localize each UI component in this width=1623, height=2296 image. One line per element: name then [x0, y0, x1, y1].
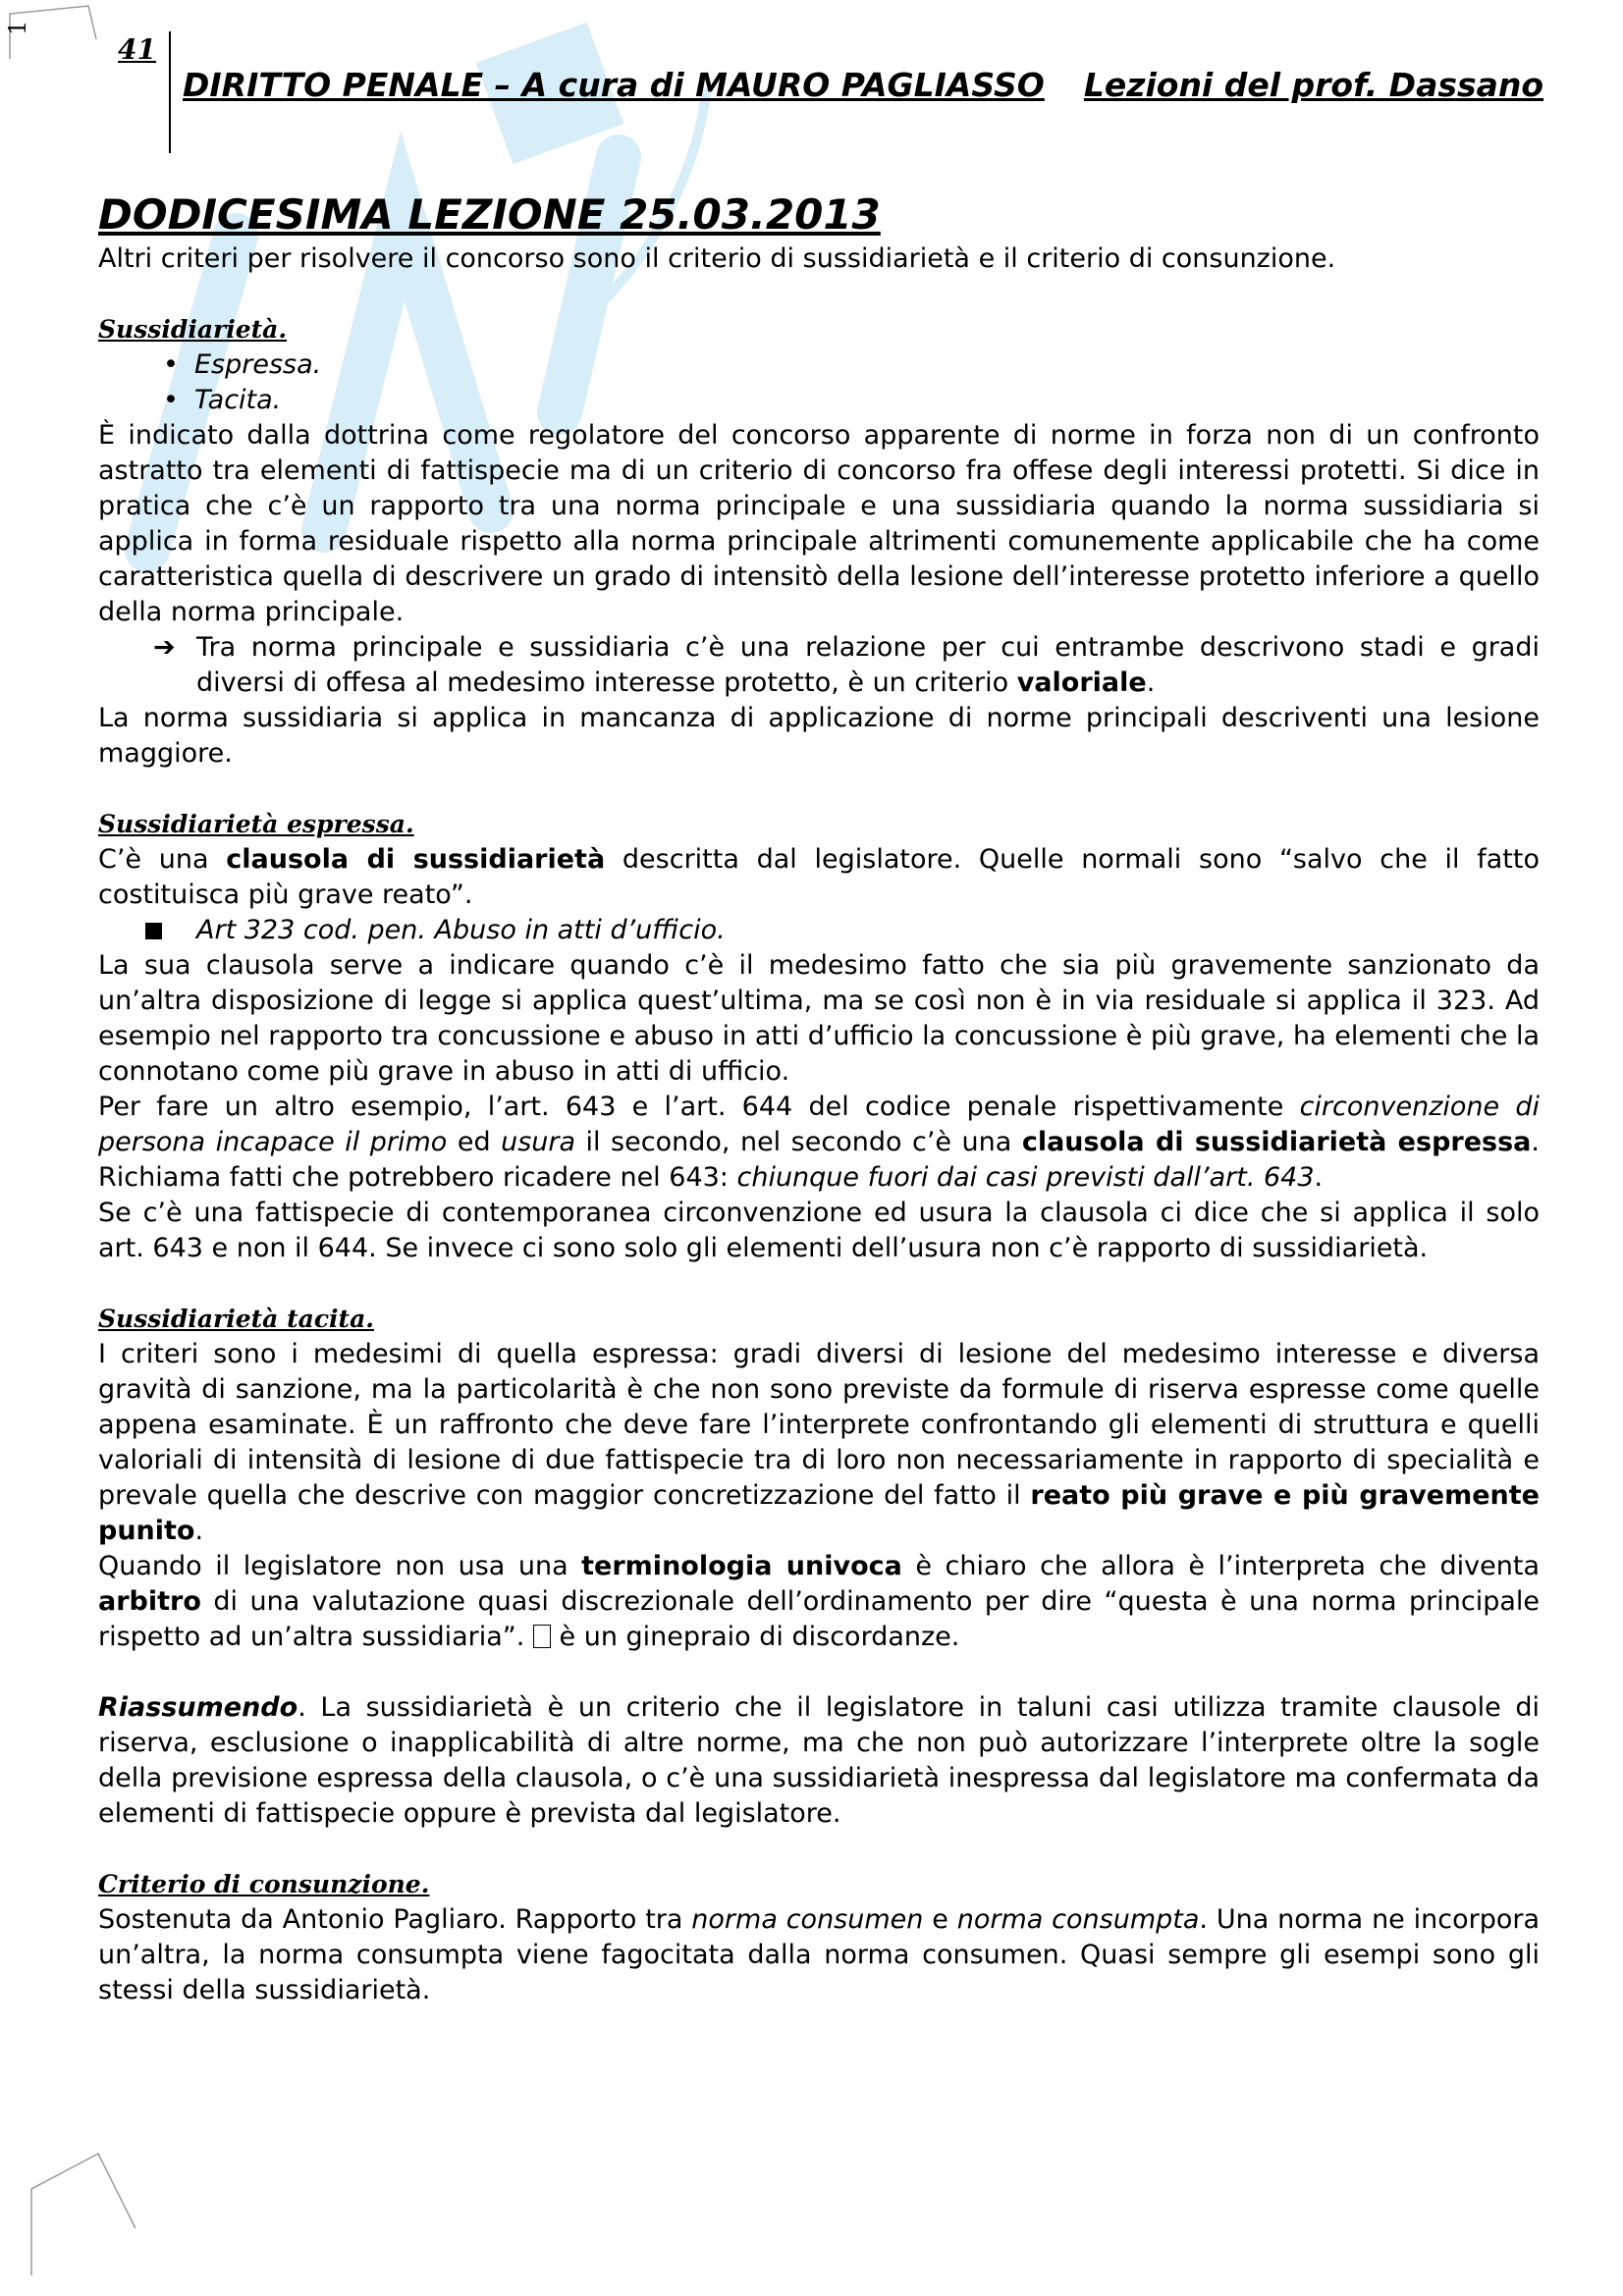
square-list-item: Art 323 cod. pen. Abuso in atti d’ufficio. [98, 913, 1540, 948]
header-title-professor: Lezioni del prof. Dassano [1083, 66, 1544, 104]
corner-frame-decoration-bottom [29, 2150, 137, 2277]
section-heading-tacita: Sussidiarietà tacita. [98, 1305, 374, 1333]
tacita-paragraph-1: I criteri sono i medesimi di quella espressa: gradi diversi di lesione del medesimo interesse e diversa gravità di sanzione, ma la particolarità è che non sono previste da formule di riserva espresse come quelle appena esaminate. È un raffronto che deve fare l’interprete confrontando gli elementi di struttura e quelli valoriali di intensità di lesione di due fattispecie tra di loro non necessariamente in rapporto di specialità e prevale quella che descrive con maggior concretizzazione del fatto il reato più grave e più gravemente punito. [98, 1339, 1540, 1546]
bullet-list [98, 347, 1540, 418]
arrow-list-item: ➔ Tra norma principale e sussidiaria c’è una relazione per cui entrambe descrivono stadi e gradi diversi di offesa al medesimo interesse protetto, è un criterio valoriale. [153, 632, 1540, 698]
sussidiarieta-closing: La norma sussidiaria si applica in mancanza di applicazione di norme principali descriventi una lesione maggiore. [98, 703, 1540, 769]
document-body [98, 188, 1540, 2008]
lesson-title: DODICESIMA LEZIONE 25.03.2013 [98, 190, 881, 239]
espressa-paragraph-4: Se c’è una fattispecie di contemporanea circonvenzione ed usura la clausola ci dice che si applica il solo art. 643 e non il 644. Se invece ci sono solo gli elementi dell’usura non c’è rapporto di sussidiarietà. [98, 1198, 1540, 1263]
header-title-course: DIRITTO PENALE – A cura di MAURO PAGLIASSO [183, 66, 1045, 104]
section-heading-consunzione: Criterio di consunzione. [98, 1870, 430, 1898]
corner-mark: 1 [4, 20, 31, 35]
page-number: 41 [118, 33, 156, 66]
espressa-paragraph-3: Per fare un altro esempio, l’art. 643 e l’art. 644 del codice penale rispettivamente circonvenzione di persona incapace il primo ed usura il secondo, nel secondo c’è una clausola di sussidiarietà espressa. Richiama fatti che potrebbero ricadere nel 643: chiunque fuori dai casi previsti dall’art. 643. [98, 1092, 1541, 1193]
espressa-paragraph-2: La sua clausola serve a indicare quando c’è il medesimo fatto che sia più gravemente sanzionato da un’altra disposizione di legge si applica quest’ultima, ma se così non è in via residuale si applica il 323. Ad esempio nel rapporto tra concussione e abuso in atti d’ufficio la concussione è più grave, ha elementi che la connotano come più grave in abuso in atti di ufficio. [98, 950, 1540, 1087]
espressa-paragraph-1: C’è una clausola di sussidiarietà descritta dal legislatore. Quelle normali sono “salvo che il fatto costituisca più grave reato”. [98, 844, 1541, 910]
intro-paragraph: Altri criteri per risolvere il concorso sono il criterio di sussidiarietà e il criterio di consunzione. [98, 243, 1336, 274]
missing-glyph-icon [533, 1625, 551, 1648]
tacita-paragraph-2: Quando il legislatore non usa una terminologia univoca è chiaro che allora è l’interpreta che diventa arbitro di una valutazione quasi discrezionale dell’ordinamento per dire “questa è una norma principale rispetto ad un’altra sussidiaria”. è un ginepraio di discordanze. [98, 1551, 1540, 1652]
section-heading-sussidiarieta: Sussidiarietà. [98, 315, 288, 344]
sussidiarieta-paragraph: È indicato dalla dottrina come regolatore del concorso apparente di norme in forza non di un confronto astratto tra elementi di fattispecie ma di un criterio di concorso fra offese degli interessi protetti. Si dice in pratica che c’è un rapporto tra una norma principale e una sussidiaria quando la norma sussidiaria si applica in forma residuale rispetto alla norma principale altrimenti comunemente applicabile che ha come caratteristica quella di descrivere un grado di intensitò della lesione dell’interesse protetto inferiore a quello della norma principale. [98, 420, 1540, 627]
square-bullet-icon [145, 923, 162, 939]
arrow-right-icon: ➔ [153, 632, 176, 663]
list-item: • Tacita. [98, 383, 1540, 418]
page-header [183, 63, 1606, 108]
list-item: • Espressa. [98, 347, 1540, 383]
section-heading-espressa: Sussidiarietà espressa. [98, 810, 414, 838]
riassumendo-paragraph: Riassumendo. La sussidiarietà è un criterio che il legislatore in taluni casi utilizza tramite clausole di riserva, esclusione o inapplicabilità di altre norme, ma che non può autorizzare l’interprete oltre la sogle della previsione espressa della clausola, o c’è una sussidiarietà inespressa dal legislatore ma confermata da elementi di fattispecie oppure è prevista dal legislatore. [98, 1692, 1540, 1829]
header-divider [169, 31, 171, 153]
consunzione-paragraph: Sostenuta da Antonio Pagliaro. Rapporto tra norma consumen e norma consumpta. Una norma ne incorpora un’altra, la norma consumpta viene fagocitata dalla norma consumen. Quasi sempre gli esempi sono gli stessi della sussidiarietà. [98, 1904, 1541, 2005]
